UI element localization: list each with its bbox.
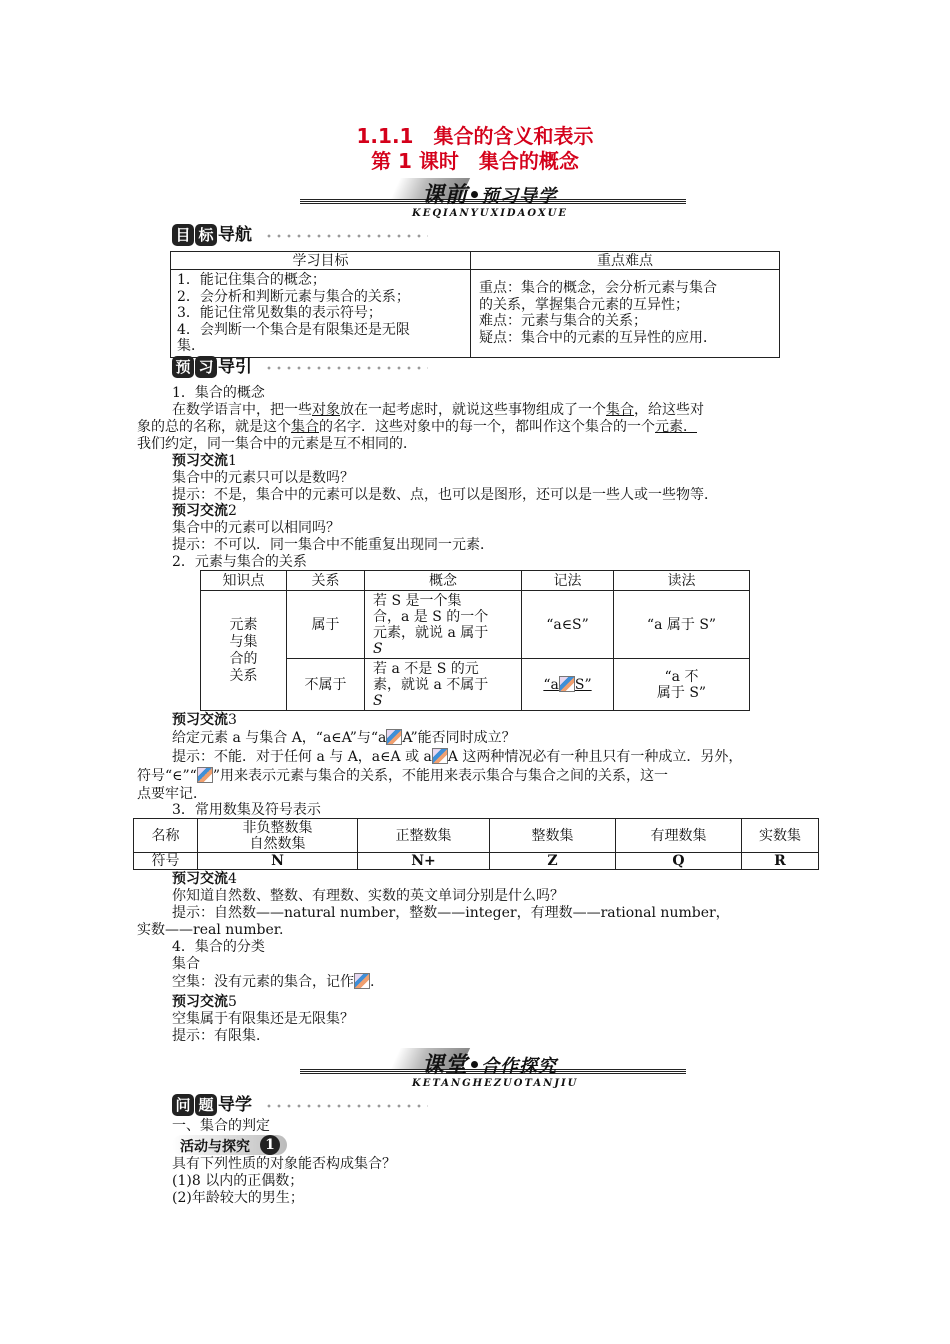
not-belong-symbol-icon — [197, 767, 213, 783]
exchange-3-label: 预习交流3 — [172, 712, 237, 728]
set-symbol: N — [198, 853, 358, 870]
knowledge-point: 元素 与集 合的 关系 — [201, 591, 287, 711]
section-label: 导学 — [218, 1095, 252, 1115]
concept-line-2: 象的总的名称，就是这个集合的名字．这些对象中的每一个，都叫作这个集合的一个元素． — [137, 419, 697, 435]
goal-item: 集． — [177, 338, 205, 354]
activity-label: 活动与探究 — [180, 1139, 250, 1155]
set-name: 整数集 — [490, 819, 616, 853]
classification-empty-set: 空集：没有元素的集合，记作 . — [172, 974, 375, 990]
notation-not-belongs: “a S” — [522, 659, 614, 711]
classification-sets: 集合 — [172, 956, 200, 972]
banner-main: 课前 — [422, 183, 469, 208]
exchange-2-label: 预习交流2 — [172, 503, 237, 519]
heading-relation: 2．元素与集合的关系 — [172, 554, 307, 570]
heading-classification: 4．集合的分类 — [172, 939, 265, 955]
keypoint-item: 疑点：集合中的元素的互异性的应用． — [479, 329, 717, 346]
heading-set-determination: 一、集合的判定 — [172, 1118, 270, 1134]
exchange-2-answer: 提示：不可以．同一集合中不能重复出现同一元素． — [172, 537, 494, 553]
section-char: 预 — [172, 356, 194, 378]
exchange-1-answer: 提示：不是，集合中的元素可以是数、点，也可以是图形，还可以是一些人或一些物等． — [172, 487, 718, 503]
exchange-4-answer-1: 提示：自然数——natural number，整数——integer，有理数——rational number， — [172, 905, 730, 921]
activity-number: 1 — [260, 1135, 280, 1155]
col-header: 概念 — [365, 571, 522, 591]
heading-concept: 1．集合的概念 — [172, 385, 265, 401]
concept-not-belongs: 若 a 不是 S 的元 素，就说 a 不属于 S — [365, 659, 522, 711]
goal-item: 3．能记住常见数集的表示符号； — [177, 305, 382, 321]
notation-belongs: “a∈S” — [522, 591, 614, 659]
keypoint-item: 的关系，掌握集合元素的互异性； — [479, 296, 689, 313]
goals-table — [170, 251, 780, 358]
not-belong-symbol-icon — [386, 729, 402, 745]
row-label-name: 名称 — [134, 819, 198, 853]
goal-item: 4．会判断一个集合是有限集还是无限 — [177, 321, 410, 338]
section-label: 导航 — [218, 225, 252, 245]
banner-main: 课堂 — [422, 1053, 469, 1078]
set-name: 实数集 — [742, 819, 819, 853]
exchange-4-question: 你知道自然数、整数、有理数、实数的英文单词分别是什么吗？ — [172, 888, 564, 904]
set-name: 正整数集 — [358, 819, 490, 853]
banner-preview — [300, 178, 686, 208]
reading-not-belongs: “a 不 属于 S” — [614, 659, 750, 711]
section-char: 习 — [195, 356, 217, 378]
banner-pinyin: KEQIANYUXIDAOXUE — [412, 208, 568, 219]
section-label: 导引 — [218, 357, 252, 377]
empty-set-symbol-icon — [354, 973, 370, 989]
section-preview-guide — [172, 356, 430, 380]
set-name: 非负整数集 自然数集 — [198, 819, 358, 853]
exchange-5-label: 预习交流5 — [172, 994, 237, 1010]
activity-item: (1)8 以内的正偶数； — [172, 1173, 304, 1189]
banner-classroom — [300, 1048, 686, 1078]
goal-item: 1．能记住集合的概念； — [177, 272, 326, 288]
section-problem-guide — [172, 1094, 430, 1118]
section-char: 问 — [172, 1094, 194, 1116]
number-sets-table — [133, 818, 819, 870]
reading-belongs: “a 属于 S” — [614, 591, 750, 659]
exchange-5-answer: 提示：有限集． — [172, 1028, 270, 1044]
exchange-3-question: 给定元素 a 与集合 A，“a∈A”与“a A”能否同时成立？ — [172, 730, 516, 746]
set-name: 有理数集 — [616, 819, 742, 853]
relation-not-belongs: 不属于 — [287, 659, 365, 711]
col-header: 知识点 — [201, 571, 287, 591]
activity-badge — [172, 1135, 302, 1155]
banner-pinyin: KETANGHEZUOTANJIU — [412, 1078, 579, 1089]
not-belong-symbol-icon — [559, 676, 575, 692]
concept-line-3: 我们约定，同一集合中的元素是互不相同的． — [137, 436, 417, 452]
col-header: 关系 — [287, 571, 365, 591]
set-symbol: N+ — [358, 853, 490, 870]
exchange-3-answer-3: 点要牢记． — [137, 786, 207, 802]
col-header: 读法 — [614, 571, 750, 591]
keypoints-header: 重点难点 — [471, 252, 780, 270]
keypoint-item: 难点：元素与集合的关系； — [479, 313, 647, 330]
keypoint-item: 重点：集合的概念，会分析元素与集合 — [479, 280, 717, 297]
goals-header: 学习目标 — [171, 252, 471, 270]
goal-item: 2．会分析和判断元素与集合的关系； — [177, 288, 410, 305]
concept-line-1: 在数学语言中，把一些对象放在一起考虑时，就说这些事物组成了一个集合，给这些对 — [172, 402, 704, 418]
relation-table — [200, 570, 750, 711]
banner-sub: 预习导学 — [481, 186, 558, 207]
exchange-3-answer-2: 符号“∈”“ ”用来表示元素与集合的关系，不能用来表示集合与集合之间的关系，这一 — [137, 768, 668, 784]
exchange-4-answer-2: 实数——real number. — [137, 922, 284, 938]
exchange-5-question: 空集属于有限集还是无限集？ — [172, 1011, 354, 1027]
concept-belongs: 若 S 是一个集 合，a 是 S 的一个 元素，就说 a 属于 S — [365, 591, 522, 659]
activity-question: 具有下列性质的对象能否构成集合？ — [172, 1156, 396, 1172]
heading-number-sets: 3．常用数集及符号表示 — [172, 802, 321, 818]
col-header: 记法 — [522, 571, 614, 591]
section-char: 目 — [172, 224, 194, 246]
exchange-1-question: 集合中的元素只可以是数吗？ — [172, 470, 354, 486]
set-symbol: Q — [616, 853, 742, 870]
exchange-4-label: 预习交流4 — [172, 871, 237, 887]
activity-item: (2)年龄较大的男生； — [172, 1190, 304, 1206]
set-symbol: Z — [490, 853, 616, 870]
section-char: 题 — [195, 1094, 217, 1116]
not-belong-symbol-icon — [432, 748, 448, 764]
relation-belongs: 属于 — [287, 591, 365, 659]
exchange-3-answer-1: 提示：不能．对于任何 a 与 A，a∈A 或 a A 这两种情况必有一种且只有一种成立．另外， — [172, 749, 743, 765]
section-char: 标 — [195, 224, 217, 246]
lesson-title: 第 1 课时 集合的概念 — [371, 149, 579, 173]
section-goals-nav — [172, 224, 430, 248]
exchange-2-question: 集合中的元素可以相同吗？ — [172, 520, 340, 536]
document-title: 1.1.1 集合的含义和表示 — [356, 124, 594, 148]
banner-sub: 合作探究 — [481, 1056, 558, 1077]
row-label-symbol: 符号 — [134, 853, 198, 870]
set-symbol: R — [742, 853, 819, 870]
exchange-1-label: 预习交流1 — [172, 453, 237, 469]
